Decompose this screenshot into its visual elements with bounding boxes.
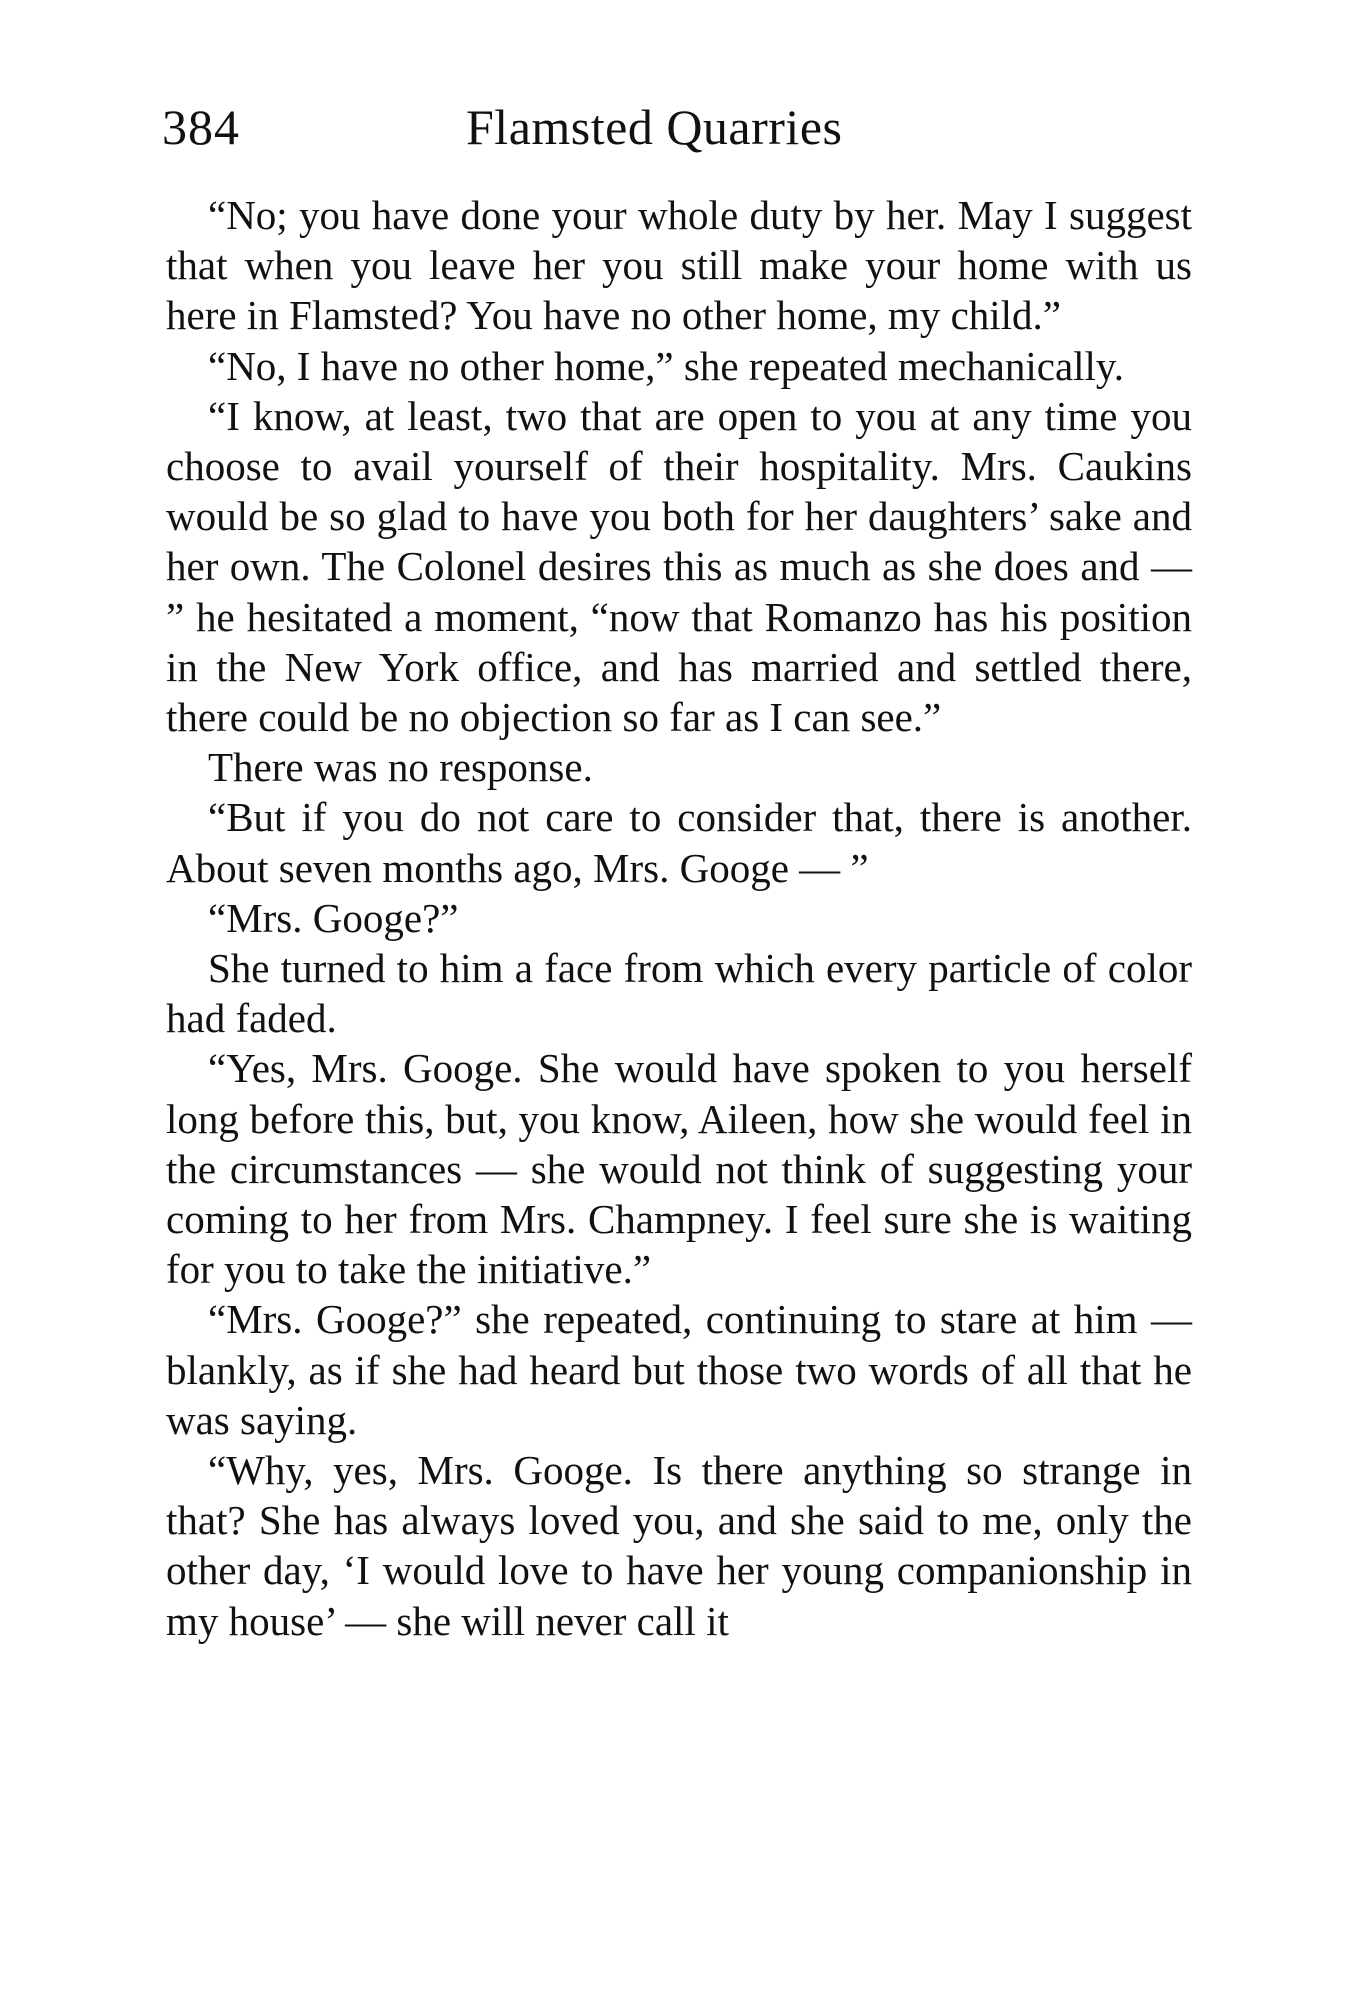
paragraph: “Mrs. Googe?” she repeated, continuing to stare at him — blankly, as if she had heard but those two words of all that he was saying. <box>166 1296 1192 1443</box>
paragraph: “No; you have done your whole duty by her. May I suggest that when you leave her you still make your home with us here in Flamsted? You have no other home, my child.” <box>166 192 1192 339</box>
page-number: 384 <box>162 99 240 155</box>
body-text <box>166 190 1192 1646</box>
paragraph: “Mrs. Googe?” <box>208 894 459 941</box>
paragraph: “But if you do not care to consider that, there is another. About seven months ago, Mrs. Googe — ” <box>166 794 1192 891</box>
page-header <box>162 98 1192 168</box>
running-title: Flamsted Quarries <box>466 99 843 155</box>
paragraph: “No, I have no other home,” she repeated mechanically. <box>208 342 1125 389</box>
paragraph: “Why, yes, Mrs. Googe. Is there anything so strange in that? She has always loved you, and she said to me, only the other day, ‘I would love to have her young companionship in my house’ — she will never call it <box>166 1447 1192 1644</box>
paragraph: “I know, at least, two that are open to you at any time you choose to avail yourself of their hospitality. Mrs. Caukins would be so glad to have you both for her daughters’ sake and her own. The Colonel desires this as much as she does and — ” he hesitated a moment, “now that Romanzo has his position in the New York office, and has married and settled there, there could be no objection so far as I can see.” <box>166 392 1192 741</box>
paragraph: “Yes, Mrs. Googe. She would have spoken to you herself long before this, but, you know, Aileen, how she would feel in the circumstances — she would not think of suggesting your coming to her from Mrs. Champney. I feel sure she is waiting for you to take the initiative.” <box>166 1045 1192 1293</box>
paragraph: There was no response. <box>208 744 593 791</box>
paragraph: She turned to him a face from which every particle of color had faded. <box>166 945 1192 1042</box>
